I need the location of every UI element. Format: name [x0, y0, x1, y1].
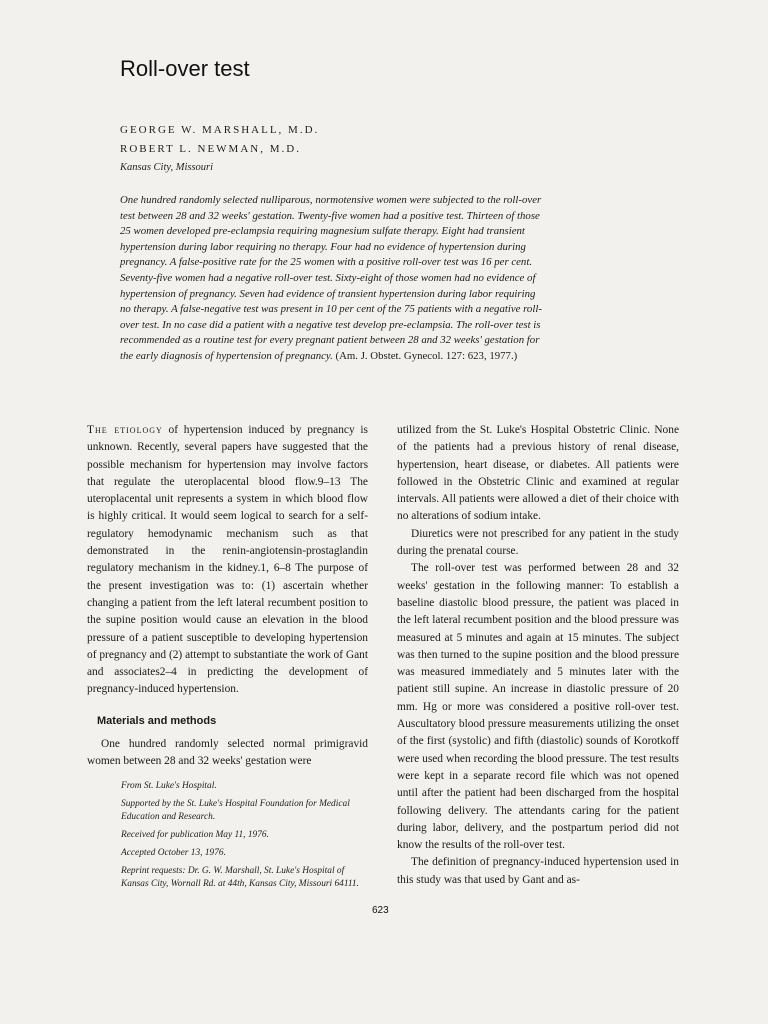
article-title: Roll-over test [120, 56, 250, 81]
author-affiliation: Kansas City, Missouri [120, 162, 214, 173]
footnote-received: Received for publication May 11, 1976. [121, 829, 269, 840]
intro-lead-word: The etiology [87, 424, 163, 436]
right-paragraph-1: utilized from the St. Luke's Hospital Obstetric Clinic. None of the patients had a previous history of renal disease, hypertension, heart disease, or diabetes. All patients were followed in the Obstetric Clinic and examined at regular intervals. All patients were allowed a diet of their choice with no alterations of sodium intake. [397, 424, 679, 523]
right-paragraph-2: Diuretics were not prescribed for any patient in the study during the prenatal course. [397, 527, 679, 558]
body-column-left [87, 422, 368, 771]
abstract-citation: (Am. J. Obstet. Gynecol. 127: 623, 1977.) [335, 349, 518, 362]
body-column-right [397, 422, 679, 889]
abstract [120, 193, 546, 365]
author-2: ROBERT L. NEWMAN, M.D. [120, 143, 301, 155]
footnote-support: Supported by the St. Luke's Hospital Foundation for Medical Education and Research. [121, 799, 350, 822]
author-1: GEORGE W. MARSHALL, M.D. [120, 124, 320, 136]
footnote-source: From St. Luke's Hospital. [121, 781, 217, 791]
abstract-text: One hundred randomly selected nulliparous, normotensive women were subjected to the roll-over test between 28 and 32 weeks' gestation. Twenty-five women had a positive test. Thirteen of those 25 women developed pre-eclampsia requiring magnesium sulfate therapy. Eight had transient hypertension during labor requiring no therapy. Four had no evidence of hypertension during pregnancy. A false-positive rate for the 25 women with a positive roll-over test was 16 per cent. Seventy-five women had a negative roll-over test. Sixty-eight of those women had no evidence of hypertension of pregnancy. Seven had evidence of transient hypertension during labor requiring no therapy. A false-negative test was present in 10 per cent of the 75 patients with a negative roll-over test. In no case did a patient with a negative test develop pre-eclampsia. The roll-over test is recommended as a routine test for every pregnant patient between 28 and 32 weeks' gestation for the early diagnosis of hypertension of pregnancy. [120, 194, 542, 362]
page-number: 623 [372, 905, 389, 916]
right-paragraph-3: The roll-over test was performed between 28 and 32 weeks' gestation in the following manner: To establish a baseline diastolic blood pressure, the patient was placed in the left lateral recumbent position and the blood pressure was measured at 5 minutes and again at 15 minutes. The subject was then turned to the supine position and the blood pressure was measured immediately and 5 minutes later with the patient still supine. An increase in diastolic pressure of 20 mm. Hg or more was considered a positive roll-over test. Auscultatory blood pressure measurements utilizing the onset of the first (systolic) and fifth (diastolic) sounds of Korotkoff were used when recording the blood pressure. The test results were kept in a separate record file which was not opened until after the patient had been discharged from the hospital following delivery. The attendants caring for the patient during labor, delivery, and the postpartum period did not know the results of the roll-over test. [397, 562, 679, 852]
intro-paragraph [87, 422, 368, 699]
right-paragraph-4: The definition of pregnancy-induced hypertension used in this study was that used by Gant and as- [397, 856, 679, 886]
section-heading-materials-methods: Materials and methods [97, 714, 217, 727]
intro-text: of hypertension induced by pregnancy is unknown. Recently, several papers have suggested that the possible mechanism for hypertension may involve factors that regulate the uteroplacental blood flow.9–13 The uteroplacental unit represents a system in which blood flow is highly critical. It would seem logical to search for a self-regulatory hemodynamic mechanism such as that demonstrated in the renin-angiotensin-prostaglandin regulatory mechanism in the kidney.1, 6–8 The purpose of the present investigation was to: (1) ascertain whether changing a patient from the left lateral recumbent position to the supine position would cause an elevation in the blood pressure of a patient susceptible to developing hypertension of pregnancy and (2) attempt to substantiate the work of Gant and associates2–4 in predicting the development of pregnancy-induced hypertension. [87, 424, 368, 696]
methods-paragraph: One hundred randomly selected normal primigravid women between 28 and 32 weeks' gestation were [87, 738, 368, 768]
footnote-accepted: Accepted October 13, 1976. [121, 848, 226, 859]
footnote-reprints: Reprint requests: Dr. G. W. Marshall, St. Luke's Hospital of Kansas City, Wornall Rd. at 44th, Kansas City, Missouri 64111. [121, 866, 359, 889]
footnotes [121, 780, 371, 896]
